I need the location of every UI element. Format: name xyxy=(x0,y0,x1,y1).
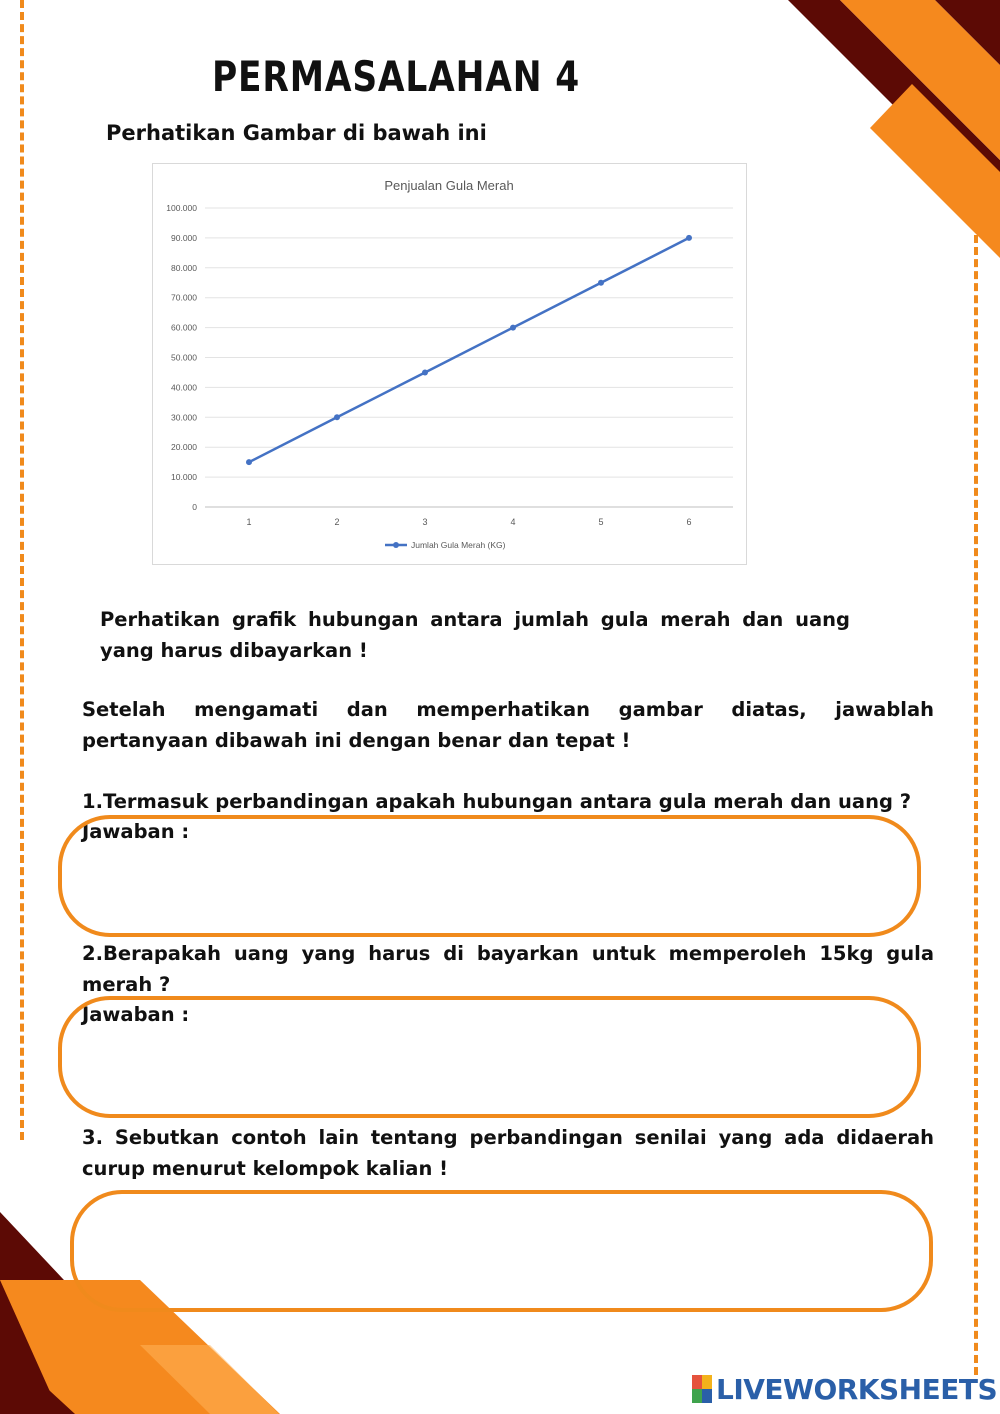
x-tick-label: 5 xyxy=(598,517,604,527)
x-tick-label: 3 xyxy=(422,517,428,527)
brand-name: LIVEWORKSHEETS xyxy=(716,1372,998,1406)
y-tick-label: 80.000 xyxy=(171,262,197,273)
y-tick-label: 40.000 xyxy=(171,382,197,393)
data-point xyxy=(422,369,428,375)
data-point xyxy=(598,280,604,286)
data-point xyxy=(510,325,516,331)
question-3: 3. Sebutkan contoh lain tentang perbandingan senilai yang ada didaerah curup menurut kelompok kalian ! xyxy=(82,1126,934,1180)
x-tick-label: 4 xyxy=(510,517,516,527)
data-point xyxy=(334,414,340,420)
data-point xyxy=(686,235,692,241)
y-tick-label: 100.000 xyxy=(166,203,197,213)
y-tick-label: 50.000 xyxy=(171,352,197,363)
right-dashed-border xyxy=(974,235,978,1375)
answer-box-1[interactable] xyxy=(58,815,921,937)
x-tick-label: 6 xyxy=(686,517,692,527)
y-tick-label: 70.000 xyxy=(171,292,197,303)
x-tick-label: 1 xyxy=(246,517,252,527)
instruction-text: Perhatikan Gambar di bawah ini xyxy=(106,121,487,145)
y-tick-label: 0 xyxy=(192,502,197,512)
y-tick-label: 10.000 xyxy=(171,472,197,483)
legend-label: Jumlah Gula Merah (KG) xyxy=(411,540,506,550)
y-tick-label: 90.000 xyxy=(171,232,197,243)
chart-canvas xyxy=(153,164,746,564)
answer-label-1: Jawaban : xyxy=(82,820,190,843)
line-chart xyxy=(152,163,747,565)
task-intro: Setelah mengamati dan memperhatikan gambar diatas, jawablah pertanyaan dibawah ini dengan benar dan tepat ! xyxy=(82,698,934,752)
liveworksheets-logo xyxy=(692,1372,997,1406)
answer-label-2: Jawaban : xyxy=(82,1003,190,1026)
question-2: 2.Berapakah uang yang harus di bayarkan untuk memperoleh 15kg gula merah ? xyxy=(82,942,934,996)
answer-box-3[interactable] xyxy=(70,1190,933,1312)
graph-note: Perhatikan grafik hubungan antara jumlah gula merah dan uang yang harus dibayarkan ! xyxy=(100,608,850,662)
series-line xyxy=(249,238,689,462)
y-tick-label: 20.000 xyxy=(171,442,197,453)
y-tick-label: 30.000 xyxy=(171,412,197,423)
answer-box-2[interactable] xyxy=(58,996,921,1118)
page-title: PERMASALAHAN 4 xyxy=(212,52,581,101)
legend-marker xyxy=(393,542,399,548)
x-tick-label: 2 xyxy=(334,517,340,527)
chart-title: Penjualan Gula Merah xyxy=(384,178,514,193)
y-tick-label: 60.000 xyxy=(171,322,197,333)
left-dashed-border xyxy=(20,0,24,1140)
liveworksheets-logo-icon xyxy=(692,1375,712,1403)
question-1: 1.Termasuk perbandingan apakah hubungan antara gula merah dan uang ? xyxy=(82,790,912,813)
data-point xyxy=(246,459,252,465)
